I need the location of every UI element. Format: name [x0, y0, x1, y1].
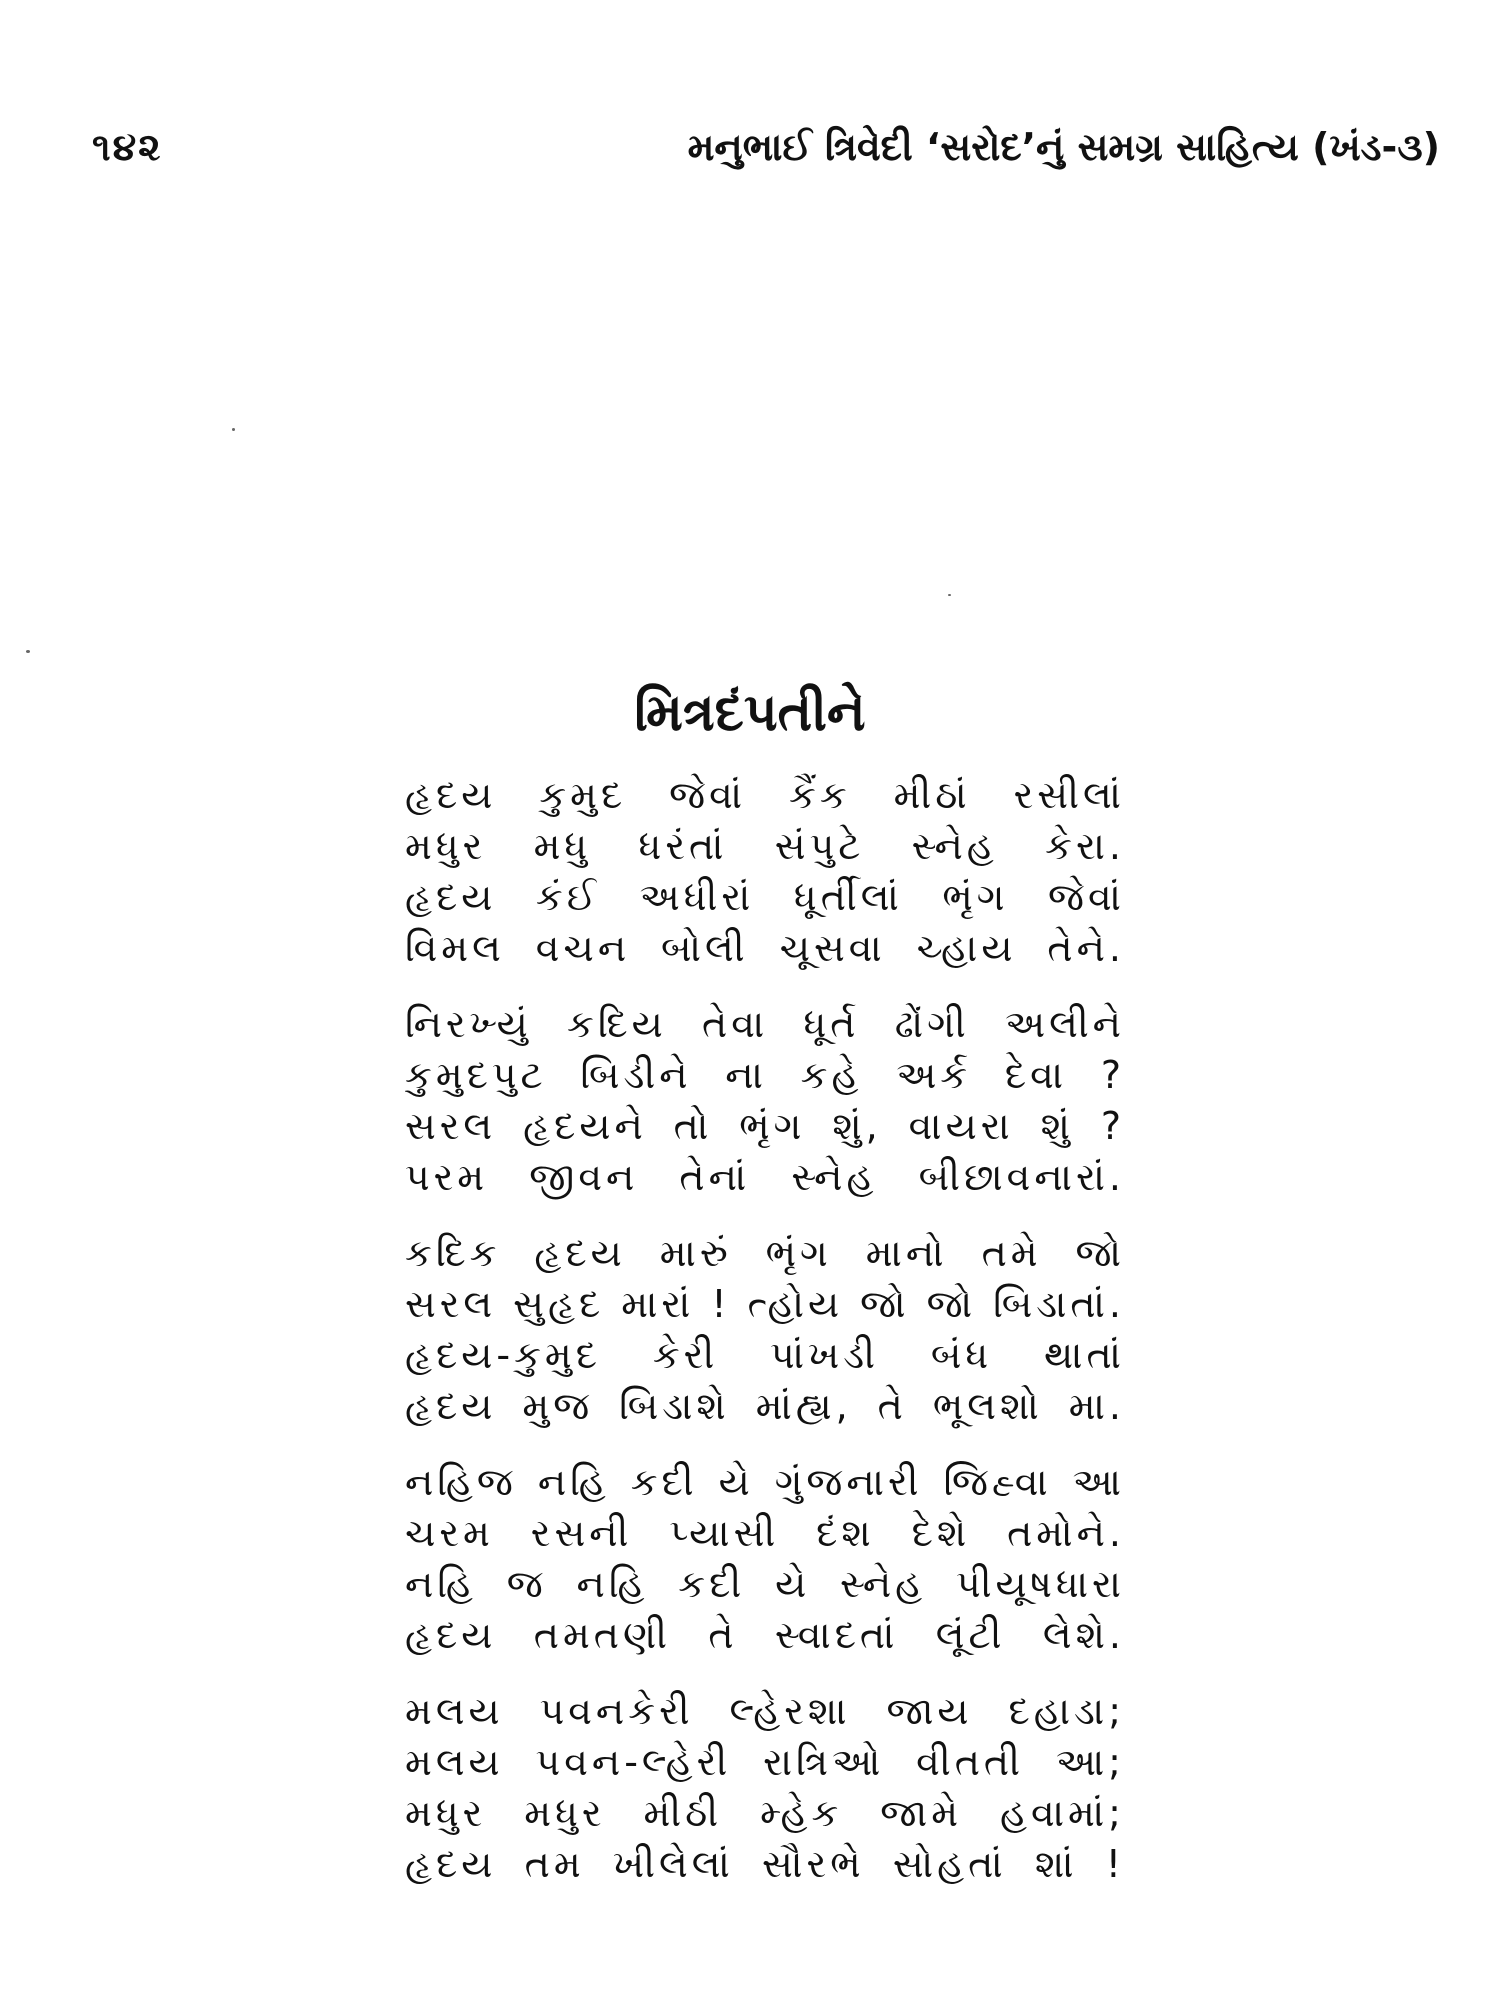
poem-line: સરલ હૃદયને તો ભૃંગ શું, વાયરા શું ? [405, 1104, 1125, 1148]
stanza-4 [405, 1457, 1125, 1661]
poem-line: ચરમ રસની પ્યાસી દંશ દેશે તમોને. [405, 1511, 1125, 1555]
poem-line: સરલ સુહૃદ મારાં ! ત્હોય જો જો બિડાતાં. [405, 1282, 1125, 1326]
stanza-3 [405, 1228, 1125, 1432]
poem-line: નિરખ્યું કદિય તેવા ધૂર્ત ઢોંગી અલીને [405, 1002, 1125, 1046]
poem-line: નહિજ નહિ કદી યે ગુંજનારી જિહ્વા આ [405, 1460, 1125, 1504]
poem-line: વિમલ વચન બોલી ચૂસવા ચ્હાય તેને. [405, 926, 1125, 970]
poem-line: હૃદય કુમુદ જેવાં કૈંક મીઠાં રસીલાં [405, 773, 1125, 817]
poem-line: મધુર મધુર મીઠી મ્હેક જામે હવામાં; [405, 1791, 1125, 1835]
stanza-5 [405, 1686, 1125, 1890]
scan-speck [948, 594, 951, 596]
poem-line: કદિક હૃદય મારું ભૃંગ માનો તમે જો [405, 1231, 1125, 1275]
poem-title: મિત્રદંપતીને [634, 683, 866, 743]
stanza-1 [405, 770, 1125, 974]
poem-line: કુમુદપુટ બિડીને ના કહે અર્ક દેવા ? [405, 1053, 1125, 1097]
scan-speck [232, 428, 235, 431]
poem-body [405, 770, 1125, 1915]
scan-speck [26, 650, 30, 653]
poem-line: મધુર મધુ ધરંતાં સંપુટે સ્નેહ કેરા. [405, 824, 1125, 868]
poem-line: હૃદય મુજ બિડાશે માંહ્ય, તે ભૂલશો મા. [405, 1384, 1125, 1428]
poem-line: હૃદય-કુમુદ કેરી પાંખડી બંધ થાતાં [405, 1333, 1125, 1377]
page-number: ૧૪૨ [92, 125, 163, 169]
poem-line: નહિ જ નહિ કદી યે સ્નેહ પીયૂષધારા [405, 1562, 1125, 1606]
poem-line: પરમ જીવન તેનાં સ્નેહ બીછાવનારાં. [405, 1155, 1125, 1199]
stanza-2 [405, 999, 1125, 1203]
poem-line: હૃદય તમતણી તે સ્વાદતાં લૂંટી લેશે. [405, 1613, 1125, 1657]
running-header: મનુભાઈ ત્રિવેદી ‘સરોદ’નું સમગ્ર સાહિત્ય (ખંડ-૩) [687, 125, 1440, 169]
poem-line: હૃદય કંઈ અધીરાં ધૂર્તીલાં ભૃંગ જેવાં [405, 875, 1125, 919]
poem-line: મલય પવનકેરી લ્હેરશા જાય દહાડા; [405, 1689, 1125, 1733]
poem-line: મલય પવન-લ્હેરી રાત્રિઓ વીતતી આ; [405, 1740, 1125, 1784]
poem-line: હૃદય તમ ખીલેલાં સૌરભે સોહતાં શાં ! [405, 1842, 1125, 1886]
